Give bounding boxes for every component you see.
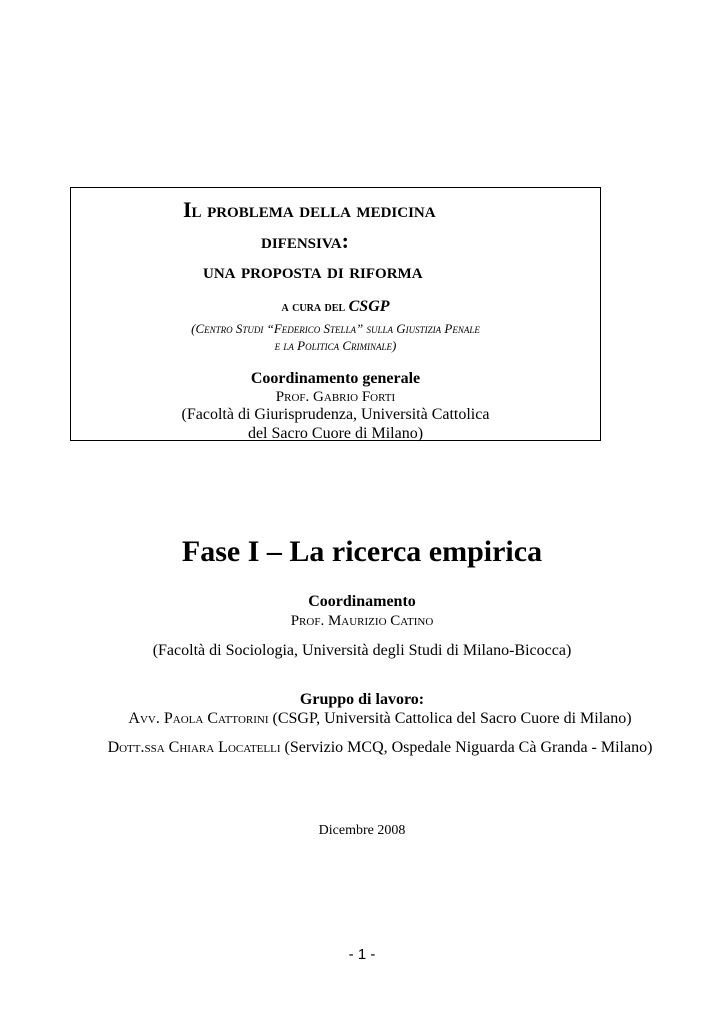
page-number: - 1 - <box>348 946 376 963</box>
document-title-line-2: difensiva: <box>261 228 349 253</box>
centro-name-line-1: (Centro Studi “Federico Stella” sulla Giustizia Penale <box>191 321 480 336</box>
general-coordinator-affiliation-line-2: del Sacro Cuore di Milano) <box>247 425 424 442</box>
phase-coordinator-name: Prof. Maurizio Catino <box>290 613 434 629</box>
working-group-label: Gruppo di lavoro: <box>299 691 425 708</box>
member-name: Avv. Paola Cattorini <box>128 710 269 727</box>
general-coordinator-name: Prof. Gabrio Forti <box>275 389 396 405</box>
document-title-line-1: Il problema della medicina <box>183 197 436 222</box>
member-affiliation: (Servizio MCQ, Ospedale Niguarda Cà Granda - Milano) <box>280 739 653 756</box>
working-group-member <box>18 710 724 728</box>
member-name: Dott.ssa Chiara Locatelli <box>107 739 281 756</box>
curated-by-label: a cura del <box>281 300 346 315</box>
curated-by <box>71 298 600 316</box>
general-coordinator-affiliation-line-1: (Facoltà di Giurisprudenza, Università Cattolica <box>181 406 490 423</box>
phase-coordinator-affiliation: (Facoltà di Sociologia, Università degli Studi di Milano-Bicocca) <box>152 642 572 659</box>
centro-name-line-2: e la Politica Criminale) <box>274 338 397 353</box>
title-box <box>70 187 601 441</box>
document-title-line-3: una proposta di riforma <box>203 258 423 283</box>
phase-coordination-label: Coordinamento <box>308 593 416 610</box>
general-coordination-label: Coordinamento generale <box>250 370 421 387</box>
member-affiliation: (CSGP, Università Cattolica del Sacro Cuore di Milano) <box>268 710 632 727</box>
phase-title: Fase I – La ricerca empirica <box>181 535 543 568</box>
curated-by-org: CSGP <box>348 298 390 315</box>
working-group-member <box>18 739 724 757</box>
document-date: Dicembre 2008 <box>318 823 406 838</box>
